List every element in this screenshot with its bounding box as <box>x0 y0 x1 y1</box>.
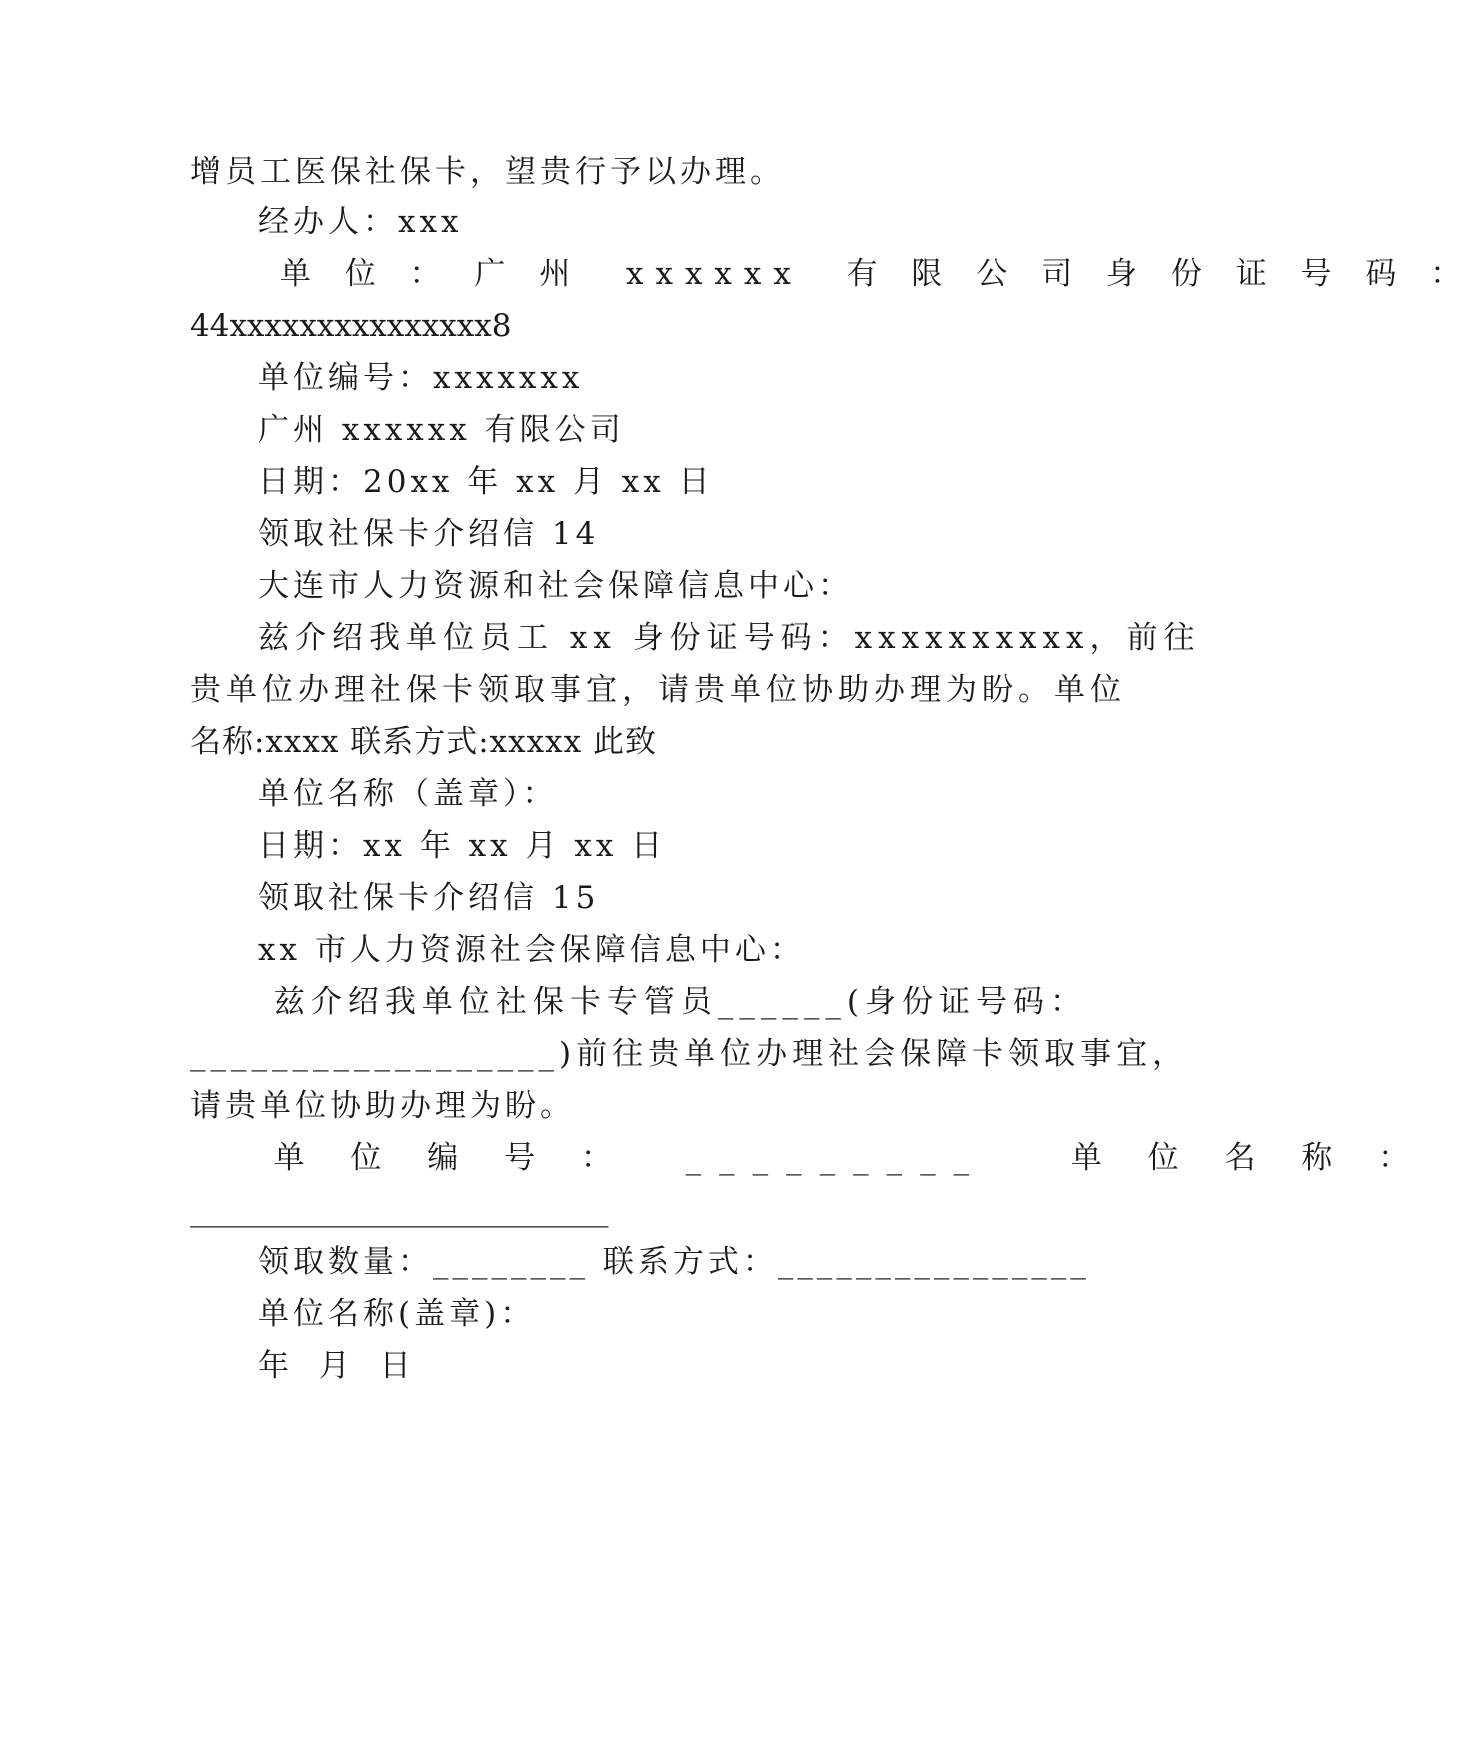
unit-id-line: 单 位 ： 广 州 xxxxxx 有 限 公 司 身 份 证 号 码 ： <box>258 256 1473 292</box>
quantity-contact-line: 领取数量：________ 联系方式：________________ <box>258 1244 1090 1280</box>
body-line: 请贵单位协助办理为盼。 <box>190 1088 575 1124</box>
text-line: 增员工医保社保卡，望贵行予以办理。 <box>190 154 785 190</box>
body-line: 贵单位办理社保卡领取事宜，请贵单位协助办理为盼。单位 <box>190 672 1126 708</box>
unit-code-line: 单位编号：xxxxxxx <box>258 360 584 396</box>
date-line: 日期：xx 年 xx 月 xx 日 <box>258 828 667 864</box>
seal-line: 单位名称（盖章）： <box>258 776 558 812</box>
seal-line: 单位名称(盖章)： <box>258 1296 536 1332</box>
id-number-line: 44xxxxxxxxxxxxxxx8 <box>190 308 512 344</box>
unit-fields-line: 单 位 编 号 ： _________ 单 位 名 称 ： <box>190 1140 1428 1176</box>
letter-title-15: 领取社保卡介绍信 15 <box>258 880 600 916</box>
company-name-line: 广州 xxxxxx 有限公司 <box>258 412 625 448</box>
handler-line: 经办人：xxx <box>258 204 463 240</box>
body-line: 兹介绍我单位社保卡专管员______(身份证号码： <box>258 984 1087 1020</box>
recipient-line: 大连市人力资源和社会保障信息中心： <box>258 568 853 604</box>
letter-title-14: 领取社保卡介绍信 14 <box>258 516 600 552</box>
body-line: __________________)前往贵单位办理社会保障卡领取事宜， <box>190 1036 1189 1072</box>
date-line: 日期：20xx 年 xx 月 xx 日 <box>258 464 714 500</box>
body-line: 兹介绍我单位员工 xx 身份证号码：xxxxxxxxxx，前往 <box>258 620 1201 656</box>
body-line: 名称:xxxx 联系方式:xxxxx 此致 <box>190 724 657 760</box>
blank-line: ___________________________ <box>190 1192 609 1228</box>
date-blank-line: 年 月 日 <box>258 1348 421 1384</box>
recipient-line: xx 市人力资源社会保障信息中心： <box>258 932 805 968</box>
